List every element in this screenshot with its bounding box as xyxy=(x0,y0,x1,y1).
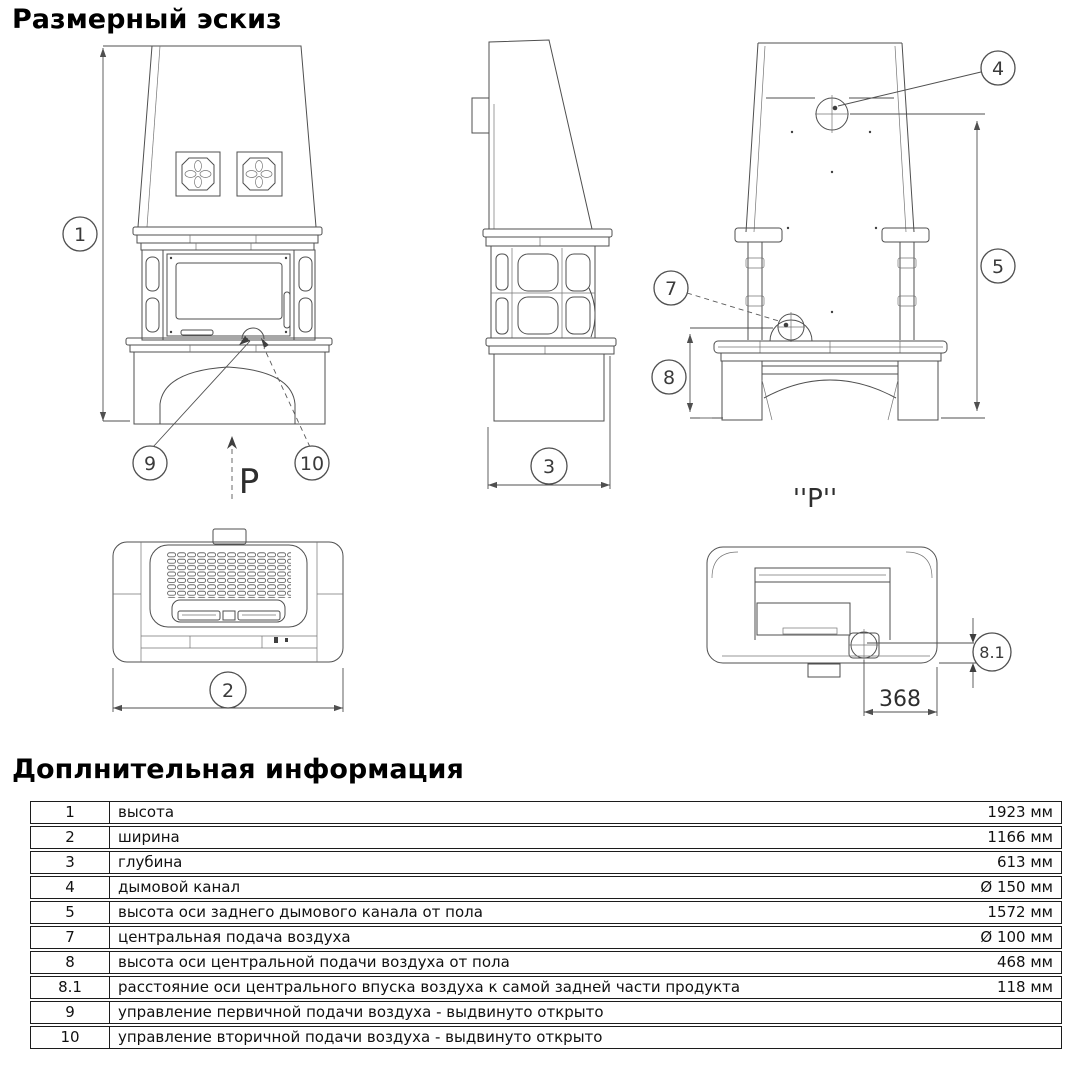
callout-7 xyxy=(654,271,688,305)
rear-view xyxy=(687,43,985,514)
row-number: 5 xyxy=(30,901,110,924)
table-row xyxy=(30,1001,1062,1024)
row-value: 118 мм xyxy=(865,976,1062,999)
rear-view-label: ''P'' xyxy=(792,484,838,514)
svg-text:7: 7 xyxy=(664,278,678,300)
row-value xyxy=(865,1001,1062,1024)
callout-9 xyxy=(133,446,167,480)
row-number: 7 xyxy=(30,926,110,949)
callout-8-1 xyxy=(973,633,1011,671)
table-row xyxy=(30,801,1062,824)
svg-text:10: 10 xyxy=(299,453,325,475)
svg-text:3: 3 xyxy=(542,456,556,478)
dimension-368-label: 368 xyxy=(879,687,921,712)
row-description: управление первичной подачи воздуха - выдвинуто открыто xyxy=(110,1001,865,1024)
row-number: 2 xyxy=(30,826,110,849)
callout-3 xyxy=(531,448,567,484)
callout-4 xyxy=(981,51,1015,85)
row-value: Ø 100 мм xyxy=(865,926,1062,949)
svg-text:2: 2 xyxy=(221,680,235,702)
callout-10 xyxy=(295,446,329,480)
svg-text:8: 8 xyxy=(662,367,676,389)
svg-text:4: 4 xyxy=(991,58,1005,80)
convection-grille xyxy=(167,551,291,598)
row-number: 10 xyxy=(30,1026,110,1049)
table-row xyxy=(30,1026,1062,1049)
row-value: 1572 мм xyxy=(865,901,1062,924)
air-vent-slot xyxy=(181,330,213,335)
table-row xyxy=(30,901,1062,924)
callout-1 xyxy=(63,217,97,251)
front-view xyxy=(103,46,332,502)
svg-text:9: 9 xyxy=(143,453,157,475)
row-description: расстояние оси центрального впуска воздуха к самой задней части продукта xyxy=(110,976,865,999)
table-row xyxy=(30,976,1062,999)
row-value: 1166 мм xyxy=(865,826,1062,849)
row-number: 8 xyxy=(30,951,110,974)
row-value: 613 мм xyxy=(865,851,1062,874)
row-description: управление вторичной подачи воздуха - выдвинуто открыто xyxy=(110,1026,865,1049)
table-row xyxy=(30,951,1062,974)
row-value xyxy=(865,1026,1062,1049)
row-description: высота оси центральной подачи воздуха от пола xyxy=(110,951,865,974)
table-row xyxy=(30,876,1062,899)
rear-flue-stub xyxy=(472,98,489,133)
row-description: ширина xyxy=(110,826,865,849)
p-arrow-label: P xyxy=(238,462,260,502)
row-number: 4 xyxy=(30,876,110,899)
row-description: центральная подача воздуха xyxy=(110,926,865,949)
row-number: 8.1 xyxy=(30,976,110,999)
row-description: дымовой канал xyxy=(110,876,865,899)
row-number: 3 xyxy=(30,851,110,874)
callout-8 xyxy=(652,360,686,394)
row-number: 1 xyxy=(30,801,110,824)
row-value: Ø 150 мм xyxy=(865,876,1062,899)
svg-text:8.1: 8.1 xyxy=(979,643,1005,662)
callout-5 xyxy=(981,249,1015,283)
rosette-ornament xyxy=(185,161,272,188)
section-title: Доплнительная информация xyxy=(12,754,464,785)
callouts xyxy=(63,51,1015,708)
table-row xyxy=(30,851,1062,874)
row-description: высота оси заднего дымового канала от пола xyxy=(110,901,865,924)
row-description: глубина xyxy=(110,851,865,874)
row-value: 1923 мм xyxy=(865,801,1062,824)
side-view xyxy=(472,40,616,489)
table-row xyxy=(30,926,1062,949)
callout-2 xyxy=(210,672,246,708)
row-number: 9 xyxy=(30,1001,110,1024)
page-title: Размерный эскиз xyxy=(12,4,282,35)
row-description: высота xyxy=(110,801,865,824)
info-table xyxy=(30,799,1062,1051)
svg-text:1: 1 xyxy=(73,224,87,246)
bottom-view xyxy=(707,547,980,716)
door-handle-bar xyxy=(284,292,290,328)
table-row xyxy=(30,826,1062,849)
row-value: 468 мм xyxy=(865,951,1062,974)
svg-text:5: 5 xyxy=(991,256,1005,278)
